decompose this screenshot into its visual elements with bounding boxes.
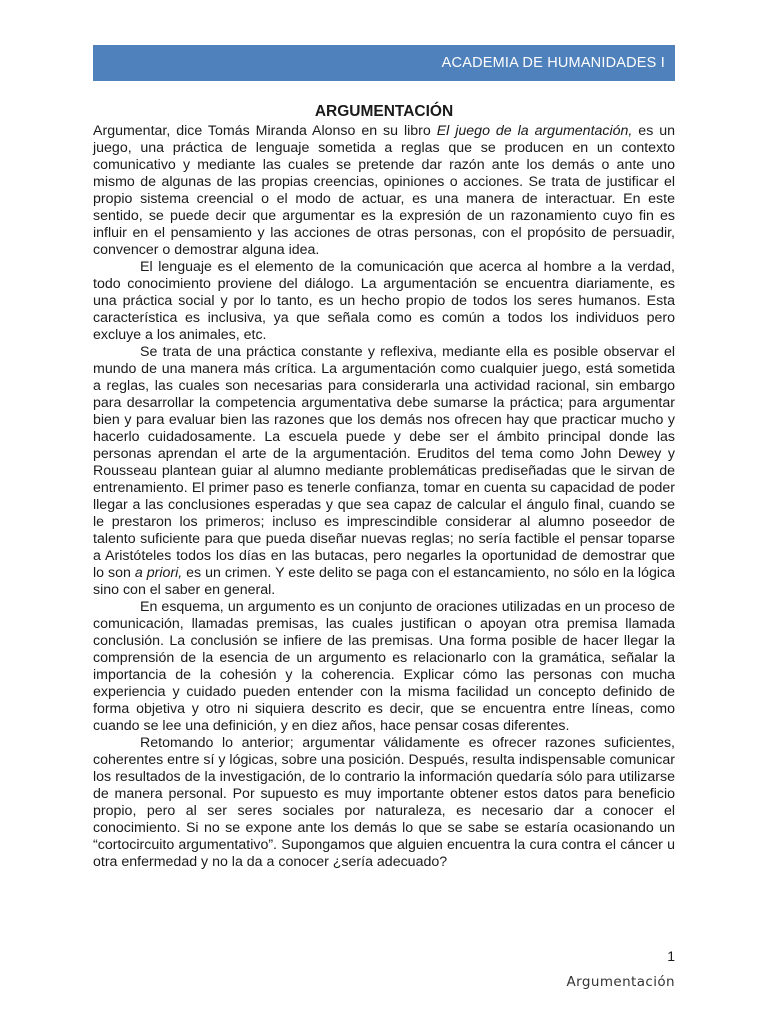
header-title: ACADEMIA DE HUMANIDADES I: [441, 55, 665, 71]
paragraph-3-text-a: Se trata de una práctica constante y reflexiva, mediante ella es posible observar el mundo de una manera más crítica. La argumentación como cualquier juego, está sometida a reglas, las cuales son necesarias para considerarla una actividad racional, sin embargo para desarrollar la competencia argumentativa debe sumarse la práctica; para argumentar bien y para evaluar bien las razones que los demás nos ofrecen hay que practicar mucho y hacerlo cuidadosamente. La escuela puede y debe ser el ámbito principal donde las personas aprendan el arte de la argumentación. Eruditos del tema como John Dewey y Rousseau plantean guiar al alumno mediante problemáticas prediseñadas que le sirvan de entrenamiento. El primer paso es tenerle confianza, tomar en cuenta su capacidad de poder llegar a las conclusiones esperadas y que sea capaz de calcular el ángulo final, cuando se le prestaron los primeros; incluso es imprescindible considerar al alumno poseedor de talento suficiente para que pueda diseñar nuevas reglas; no sería factible el pensar toparse a Aristóteles todos los días en las butacas, pero negarles la oportunidad de demostrar que lo son: [93, 344, 675, 581]
page-number: 1: [667, 948, 675, 964]
document-title: ARGUMENTACIÓN: [314, 103, 454, 120]
paragraph-1: [93, 123, 675, 259]
a-priori-term: a priori,: [134, 565, 183, 581]
header-banner: [93, 45, 675, 81]
paragraph-5: Retomando lo anterior; argumentar válidamente es ofrecer razones suficientes, coherentes entre sí y lógicas, sobre una posición. Después, resulta indispensable comunicar los resultados de la investigación, de lo contrario la información quedaría sólo para utilizarse de manera personal. Por supuesto es muy importante obtener estos datos para beneficio propio, pero al ser seres sociales por naturaleza, es necesario dar a conocer el conocimiento. Si no se expone ante los demás lo que se sabe se estaría ocasionando un “cortocircuito argumentativo”. Supongamos que alguien encuentra la cura contra el cáncer u otra enfermedad y no la da a conocer ¿sería adecuado?: [93, 735, 676, 870]
paragraph-2: El lenguaje es el elemento de la comunicación que acerca al hombre a la verdad, todo conocimiento proviene del diálogo. La argumentación se encuentra diariamente, es una práctica social y por lo tanto, es un hecho propio de todos los seres humanos. Esta característica es inclusiva, ya que señala como es común a todos los individuos pero excluye a los animales, etc.: [93, 259, 675, 343]
paragraph-4: En esquema, un argumento es un conjunto de oraciones utilizadas en un proceso de comunicación, llamadas premisas, las cuales justifican o apoyan otra premisa llamada conclusión. La conclusión se infiere de las premisas. Una forma posible de hacer llegar la comprensión de la esencia de un argumento es relacionarlo con la gramática, señalar la importancia de la cohesión y la coherencia. Explicar cómo las personas con mucha experiencia y cuidado pueden entender con la misma facilidad un concepto definido de forma objetiva y otro ni siquiera descrito es decir, que se encuentra entre líneas, como cuando se lee una definición, y en diez años, hace pensar cosas diferentes.: [93, 599, 675, 734]
book-title: El juego de la argumentación,: [436, 123, 633, 139]
paragraph-1-text-c: es un juego, una práctica de lenguaje sometida a reglas que se producen en un contexto comunicativo y mediante las cuales se pretende dar razón ante los demás o ante uno mismo de algunas de las propias creencias, opiniones o acciones. Se trata de justificar el propio sistema creencial o el modo de actuar, es una manera de interactuar. En este sentido, se puede decir que argumentar es la expresión de un razonamiento cuyo fin es influir en el pensamiento y las acciones de otras personas, con el propósito de persuadir, convencer o demostrar alguna idea.: [93, 123, 675, 258]
document-body: [93, 123, 675, 871]
footer-label: Argumentación: [566, 974, 675, 990]
paragraph-3: [93, 344, 675, 599]
paragraph-1-text-a: Argumentar, dice Tomás Miranda Alonso en su libro: [93, 123, 437, 139]
paragraph-3-text-c: es un crimen. Y este delito se paga con el estancamiento, no sólo en la lógica sino con el saber en general.: [93, 565, 676, 598]
